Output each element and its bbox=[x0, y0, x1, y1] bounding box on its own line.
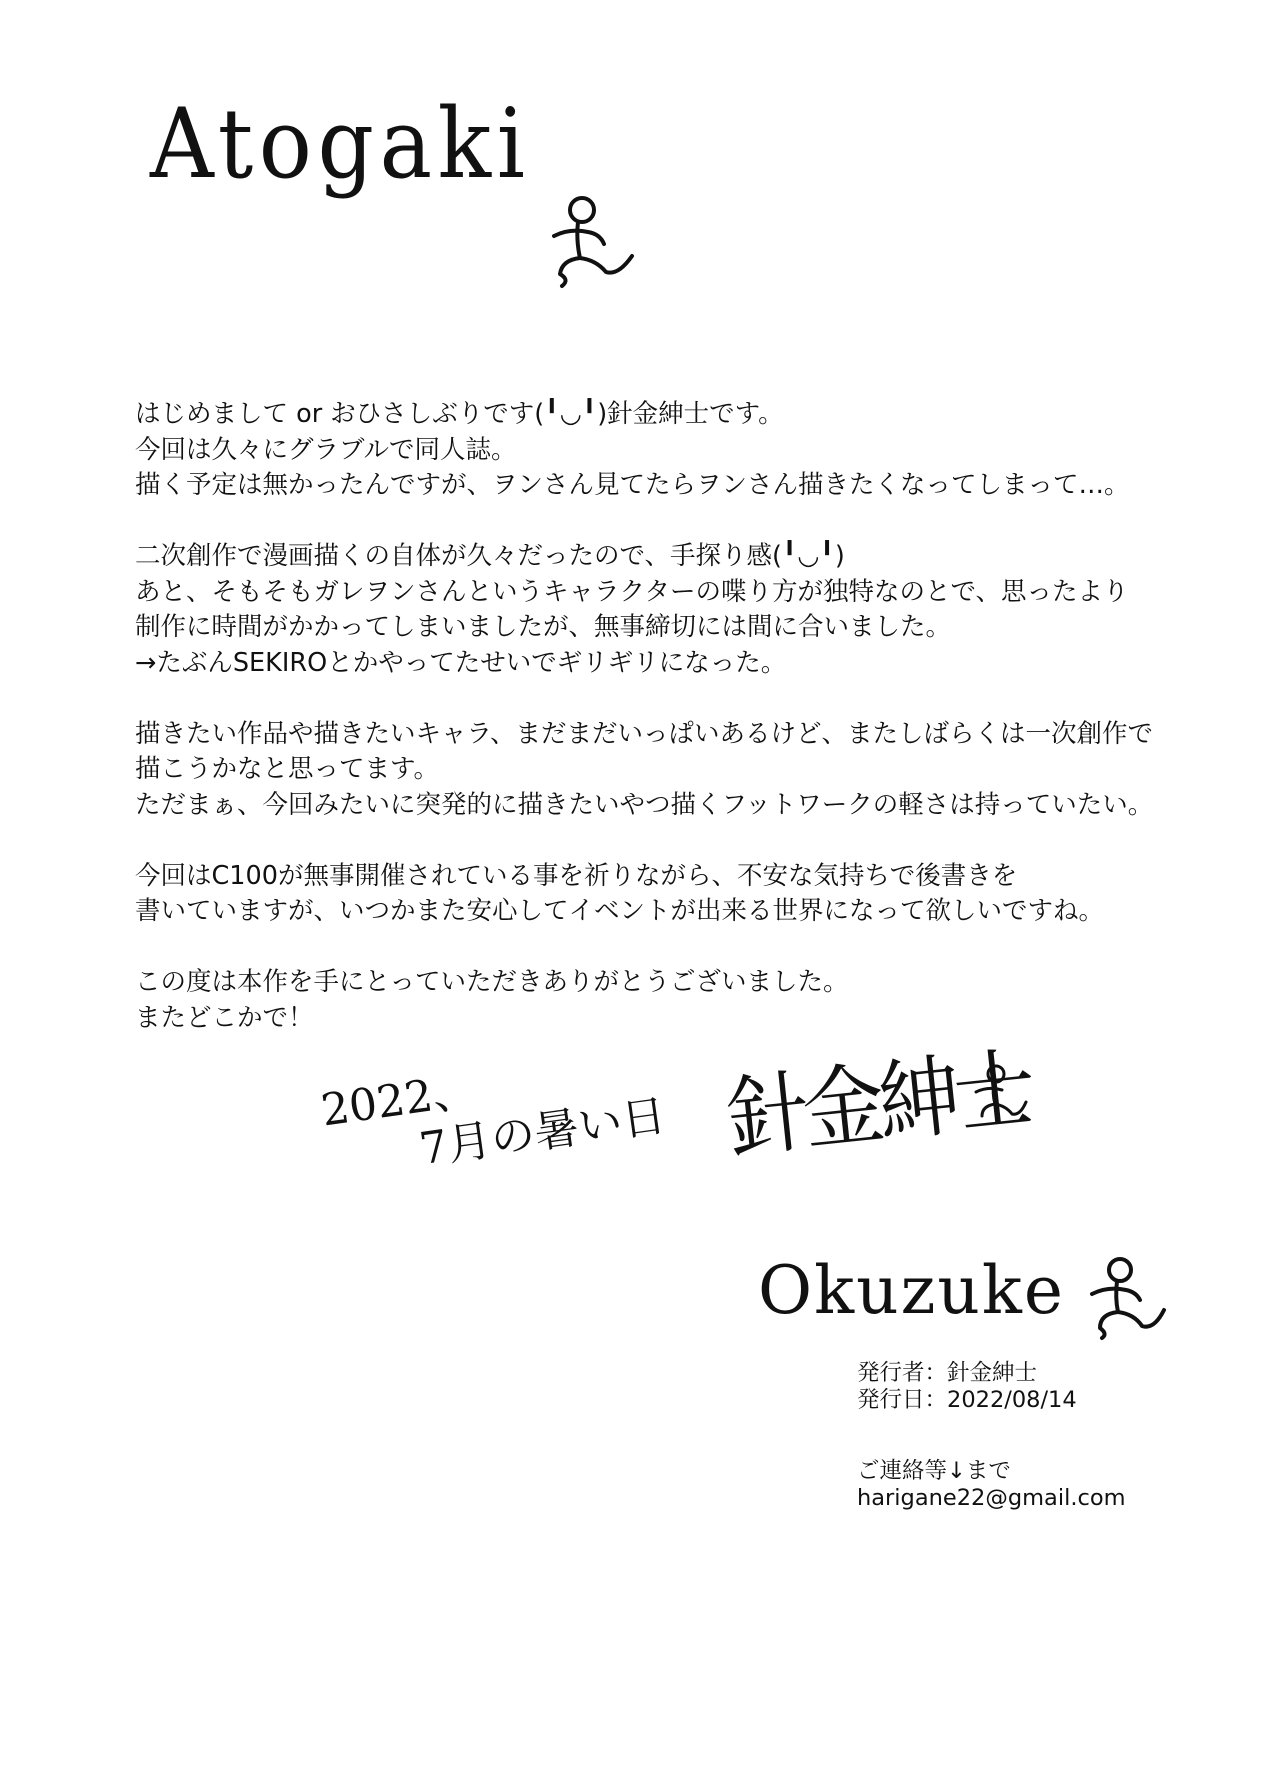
contact-label: ご連絡等↓まで bbox=[857, 1458, 1011, 1484]
colophon-title: Okuzuke bbox=[758, 1252, 1065, 1329]
text-line: はじめまして or おひさしぶりです(╹◡╹)針金紳士です。 bbox=[135, 399, 784, 429]
text-line: ただまぁ、今回みたいに突発的に描きたいやつ描くフットワークの軽さは持っていたい。 bbox=[135, 789, 1154, 820]
text-line: 描こうかなと思ってます。 bbox=[135, 754, 439, 784]
stick-figure-icon bbox=[968, 1060, 1032, 1120]
stick-figure-icon bbox=[1080, 1248, 1172, 1340]
publisher-line: 発行者：針金紳士 bbox=[857, 1360, 1038, 1386]
text-line: 書いていますが、いつかまた安心してイベントが出来る世界になって欲しいですね。 bbox=[135, 896, 1105, 926]
paragraph-event bbox=[135, 859, 1165, 930]
text-line: 制作に時間がかかってしまいましたが、無事締切には間に合いました。 bbox=[135, 612, 952, 642]
date-line-year: 2022、 bbox=[318, 1064, 480, 1137]
text-line: 二次創作で漫画描くの自体が久々だったので、手探り感(╹◡╹) bbox=[135, 541, 845, 571]
paragraph-production bbox=[135, 539, 1165, 681]
handwritten-date bbox=[318, 1039, 669, 1189]
colophon-details bbox=[857, 1360, 1077, 1414]
publish-date-line: 発行日：2022/08/14 bbox=[857, 1387, 1077, 1413]
text-line: またどこかで！ bbox=[135, 1002, 314, 1033]
text-line: この度は本作を手にとっていただきありがとうございました。 bbox=[135, 967, 849, 997]
page-title: Atogaki bbox=[150, 88, 531, 200]
handwritten-signature: 針金紳士 bbox=[722, 1037, 1036, 1172]
paragraph-plans bbox=[135, 717, 1165, 824]
date-line-day: 7月の暑い日 bbox=[416, 1090, 670, 1176]
contact-details bbox=[857, 1458, 1126, 1512]
contact-email: harigane22@gmail.com bbox=[857, 1485, 1126, 1511]
paragraph-greeting bbox=[135, 397, 1165, 504]
text-line: 描く予定は無かったんですが、ヲンさん見てたらヲンさん描きたくなってしまって…。 bbox=[135, 470, 1130, 500]
text-line: →たぶんSEKIROとかやってたせいでギリギリになった。 bbox=[135, 647, 787, 678]
text-line: あと、そもそもガレヲンさんというキャラクターの喋り方が独特なのとで、思ったより bbox=[135, 576, 1129, 607]
text-line: 今回は久々にグラブルで同人誌。 bbox=[135, 434, 517, 465]
text-line: 今回はC100が無事開催されている事を祈りながら、不安な気持ちで後書きを bbox=[135, 860, 1018, 891]
afterword-body bbox=[135, 397, 1165, 1036]
stick-figure-icon bbox=[540, 180, 650, 290]
text-line: 描きたい作品や描きたいキャラ、まだまだいっぱいあるけど、またしばらくは一次創作で bbox=[135, 718, 1153, 749]
